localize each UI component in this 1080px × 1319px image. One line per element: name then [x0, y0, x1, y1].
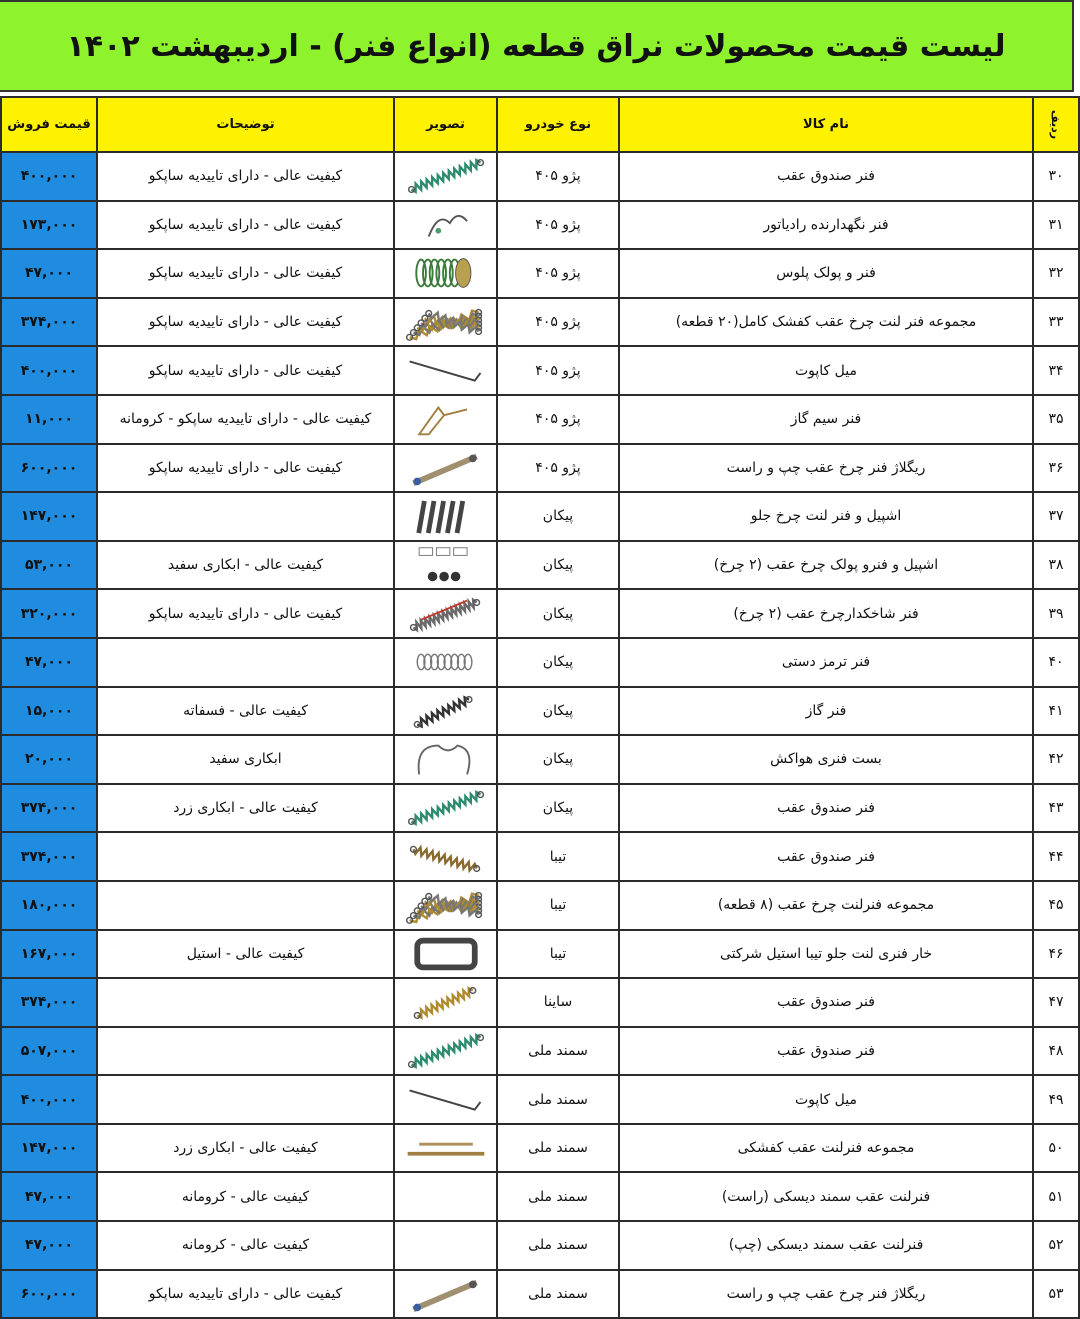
table-row: [1, 978, 1079, 1027]
product-image: [394, 1027, 497, 1076]
product-image: [394, 784, 497, 833]
price: ۶۰۰,۰۰۰: [1, 444, 97, 493]
product-name: فنر صندوق عقب: [619, 978, 1033, 1027]
price: ۶۰۰,۰۰۰: [1, 1270, 97, 1319]
row-number: ۵۳: [1033, 1270, 1079, 1319]
description: کیفیت عالی - فسفاته: [97, 687, 394, 736]
row-number: ۳۷: [1033, 492, 1079, 541]
product-image: [394, 638, 497, 687]
product-name: فنر صندوق عقب: [619, 832, 1033, 881]
table-row: [1, 1172, 1079, 1221]
product-image: [394, 832, 497, 881]
description: کیفیت عالی - دارای تاییدیه ساپکو: [97, 249, 394, 298]
table-row: [1, 589, 1079, 638]
row-number: ۴۷: [1033, 978, 1079, 1027]
table-row: [1, 638, 1079, 687]
table-row: [1, 687, 1079, 736]
description: کیفیت عالی - دارای تاییدیه ساپکو - کرومانه: [97, 395, 394, 444]
empty-image-icon: [398, 1222, 494, 1268]
car-type: پژو ۴۰۵: [497, 298, 619, 347]
description: ابکاری سفید: [97, 735, 394, 784]
product-image: [394, 541, 497, 590]
row-number: ۵۲: [1033, 1221, 1079, 1270]
product-name: مجموعه فنرلنت عقب کفشکی: [619, 1124, 1033, 1173]
row-number: ۳۴: [1033, 346, 1079, 395]
product-image: [394, 978, 497, 1027]
empty-image-icon: [398, 1174, 494, 1220]
car-type: سمند ملی: [497, 1075, 619, 1124]
product-name: میل کاپوت: [619, 1075, 1033, 1124]
product-image: [394, 589, 497, 638]
description: کیفیت عالی - ابکاری زرد: [97, 784, 394, 833]
product-name: مجموعه فنرلنت چرخ عقب (۸ قطعه): [619, 881, 1033, 930]
product-name: فنر گاز: [619, 687, 1033, 736]
product-name: ریگلاژ فنر چرخ عقب چپ و راست: [619, 444, 1033, 493]
price: ۱۴۷,۰۰۰: [1, 1124, 97, 1173]
radiator-clip-icon: [398, 202, 494, 248]
price: ۵۰۷,۰۰۰: [1, 1027, 97, 1076]
table-body: [1, 152, 1079, 1318]
car-type: پژو ۴۰۵: [497, 346, 619, 395]
description: کیفیت عالی - دارای تاییدیه ساپکو: [97, 589, 394, 638]
row-number: ۴۲: [1033, 735, 1079, 784]
description: [97, 1027, 394, 1076]
price: ۴۰۰,۰۰۰: [1, 1075, 97, 1124]
car-type: پیکان: [497, 784, 619, 833]
brown-spring-icon: [398, 834, 494, 880]
product-image: [394, 395, 497, 444]
description: کیفیت عالی - کرومانه: [97, 1172, 394, 1221]
car-type: پژو ۴۰۵: [497, 152, 619, 201]
car-type: سمند ملی: [497, 1221, 619, 1270]
table-row: [1, 832, 1079, 881]
header-price: قیمت فروش: [1, 97, 97, 152]
table-row: [1, 201, 1079, 250]
product-image: [394, 1124, 497, 1173]
description: کیفیت عالی - کرومانه: [97, 1221, 394, 1270]
coil-spring-icon: [398, 639, 494, 685]
car-type: پیکان: [497, 735, 619, 784]
price: ۴۷,۰۰۰: [1, 249, 97, 298]
row-number: ۴۶: [1033, 930, 1079, 979]
header-product-name: نام کالا: [619, 97, 1033, 152]
product-image: [394, 881, 497, 930]
extension-spring-icon: [398, 153, 494, 199]
price: ۳۷۴,۰۰۰: [1, 298, 97, 347]
price: ۱۶۷,۰۰۰: [1, 930, 97, 979]
car-type: پیکان: [497, 541, 619, 590]
product-image: [394, 201, 497, 250]
row-number: ۳۵: [1033, 395, 1079, 444]
product-name: فنر صندوق عقب: [619, 784, 1033, 833]
product-name: بست فنری هواکش: [619, 735, 1033, 784]
car-type: پژو ۴۰۵: [497, 444, 619, 493]
coil-washer-icon: [398, 250, 494, 296]
description: [97, 492, 394, 541]
table-row: [1, 784, 1079, 833]
product-name: فنر شاخکدارچرخ عقب (۲ چرخ): [619, 589, 1033, 638]
row-number: ۴۹: [1033, 1075, 1079, 1124]
product-name: فنرلنت عقب سمند دیسکی (چپ): [619, 1221, 1033, 1270]
description: [97, 978, 394, 1027]
spring-clamp-icon: [398, 736, 494, 782]
car-type: سمند ملی: [497, 1124, 619, 1173]
product-name: ریگلاژ فنر چرخ عقب چپ و راست: [619, 1270, 1033, 1319]
gold-spring-icon: [398, 979, 494, 1025]
price: ۴۷,۰۰۰: [1, 638, 97, 687]
row-number: ۳۳: [1033, 298, 1079, 347]
price: ۱۱,۰۰۰: [1, 395, 97, 444]
row-number: ۵۱: [1033, 1172, 1079, 1221]
pin-washer-set-icon: [398, 542, 494, 588]
table-row: [1, 249, 1079, 298]
table-row: [1, 1027, 1079, 1076]
description: کیفیت عالی - دارای تاییدیه ساپکو: [97, 346, 394, 395]
table-row: [1, 152, 1079, 201]
table-row: [1, 1075, 1079, 1124]
price: ۴۷,۰۰۰: [1, 1221, 97, 1270]
row-number: ۴۳: [1033, 784, 1079, 833]
product-image: [394, 346, 497, 395]
product-name: فنر صندوق عقب: [619, 152, 1033, 201]
title-bar: [0, 0, 1074, 92]
price: ۱۴۷,۰۰۰: [1, 492, 97, 541]
price: ۳۷۴,۰۰۰: [1, 978, 97, 1027]
spring-kit-icon: [398, 882, 494, 928]
product-name: فنر نگهدارنده رادیاتور: [619, 201, 1033, 250]
price: ۳۷۴,۰۰۰: [1, 832, 97, 881]
car-type: سمند ملی: [497, 1172, 619, 1221]
product-name: فنر سیم گاز: [619, 395, 1033, 444]
page-title: لیست قیمت محصولات نراق قطعه (انواع فنر) - اردیبهشت ۱۴۰۲: [66, 28, 1006, 64]
product-name: فنر ترمز دستی: [619, 638, 1033, 687]
table-row: [1, 395, 1079, 444]
table-row: [1, 930, 1079, 979]
product-image: [394, 930, 497, 979]
row-number: ۴۰: [1033, 638, 1079, 687]
car-type: تیبا: [497, 930, 619, 979]
product-image: [394, 249, 497, 298]
car-type: تیبا: [497, 832, 619, 881]
row-number: ۴۱: [1033, 687, 1079, 736]
header-row: [1, 97, 1079, 152]
hood-rod-icon: [398, 1077, 494, 1123]
row-number: ۳۰: [1033, 152, 1079, 201]
extension-spring-icon: [398, 1028, 494, 1074]
clip-set-icon: [398, 493, 494, 539]
price: ۲۰,۰۰۰: [1, 735, 97, 784]
row-number: ۴۸: [1033, 1027, 1079, 1076]
product-image: [394, 1075, 497, 1124]
car-type: سمند ملی: [497, 1270, 619, 1319]
price: ۳۲۰,۰۰۰: [1, 589, 97, 638]
table-row: [1, 1221, 1079, 1270]
row-number: ۳۲: [1033, 249, 1079, 298]
extension-spring-icon: [398, 785, 494, 831]
product-image: [394, 687, 497, 736]
product-name: میل کاپوت: [619, 346, 1033, 395]
product-image: [394, 298, 497, 347]
steel-clip-icon: [398, 931, 494, 977]
adjuster-icon: [398, 445, 494, 491]
row-number: ۳۹: [1033, 589, 1079, 638]
product-name: خار فنری لنت جلو تیبا استیل شرکتی: [619, 930, 1033, 979]
price: ۱۷۳,۰۰۰: [1, 201, 97, 250]
row-number: ۳۸: [1033, 541, 1079, 590]
car-type: پیکان: [497, 638, 619, 687]
description: کیفیت عالی - دارای تاییدیه ساپکو: [97, 201, 394, 250]
shoe-spring-set-icon: [398, 1125, 494, 1171]
row-number: ۴۵: [1033, 881, 1079, 930]
product-name: مجموعه فنر لنت چرخ عقب کفشک کامل(۲۰ قطعه): [619, 298, 1033, 347]
product-image: [394, 152, 497, 201]
price: ۱۸۰,۰۰۰: [1, 881, 97, 930]
table-row: [1, 492, 1079, 541]
price: ۵۳,۰۰۰: [1, 541, 97, 590]
hood-rod-icon: [398, 348, 494, 394]
header-row-number: ردیف: [1033, 97, 1079, 152]
table-row: [1, 541, 1079, 590]
price: ۴۰۰,۰۰۰: [1, 152, 97, 201]
product-image: [394, 1172, 497, 1221]
description: [97, 638, 394, 687]
price-table: [0, 96, 1080, 1319]
adjuster-icon: [398, 1271, 494, 1317]
table-row: [1, 735, 1079, 784]
hooked-spring-icon: [398, 591, 494, 637]
header-image: تصویر: [394, 97, 497, 152]
product-name: فنر و پولک پلوس: [619, 249, 1033, 298]
product-image: [394, 444, 497, 493]
car-type: پیکان: [497, 589, 619, 638]
description: [97, 832, 394, 881]
wire-spring-icon: [398, 396, 494, 442]
description: کیفیت عالی - استیل: [97, 930, 394, 979]
row-number: ۵۰: [1033, 1124, 1079, 1173]
product-image: [394, 1221, 497, 1270]
price: ۴۰۰,۰۰۰: [1, 346, 97, 395]
description: کیفیت عالی - دارای تاییدیه ساپکو: [97, 152, 394, 201]
car-type: پیکان: [497, 492, 619, 541]
product-name: اشپیل و فنر لنت چرخ جلو: [619, 492, 1033, 541]
header-car-type: نوع خودرو: [497, 97, 619, 152]
table-row: [1, 1124, 1079, 1173]
row-number: ۴۴: [1033, 832, 1079, 881]
car-type: ساینا: [497, 978, 619, 1027]
product-name: اشپیل و فنرو پولک چرخ عقب (۲ چرخ): [619, 541, 1033, 590]
car-type: پژو ۴۰۵: [497, 249, 619, 298]
price: ۳۷۴,۰۰۰: [1, 784, 97, 833]
table-row: [1, 298, 1079, 347]
price: ۱۵,۰۰۰: [1, 687, 97, 736]
description: کیفیت عالی - ابکاری سفید: [97, 541, 394, 590]
header-description: توضیحات: [97, 97, 394, 152]
row-number: ۳۶: [1033, 444, 1079, 493]
spring-kit-icon: [398, 299, 494, 345]
product-name: فنر صندوق عقب: [619, 1027, 1033, 1076]
table-row: [1, 346, 1079, 395]
car-type: تیبا: [497, 881, 619, 930]
car-type: سمند ملی: [497, 1027, 619, 1076]
description: کیفیت عالی - دارای تاییدیه ساپکو: [97, 298, 394, 347]
row-number: ۳۱: [1033, 201, 1079, 250]
table-row: [1, 444, 1079, 493]
product-image: [394, 735, 497, 784]
car-type: پیکان: [497, 687, 619, 736]
table-row: [1, 881, 1079, 930]
description: کیفیت عالی - ابکاری زرد: [97, 1124, 394, 1173]
description: [97, 881, 394, 930]
description: کیفیت عالی - دارای تاییدیه ساپکو: [97, 1270, 394, 1319]
product-image: [394, 492, 497, 541]
car-type: پژو ۴۰۵: [497, 395, 619, 444]
price: ۴۷,۰۰۰: [1, 1172, 97, 1221]
product-name: فنرلنت عقب سمند دیسکی (راست): [619, 1172, 1033, 1221]
description: [97, 1075, 394, 1124]
description: کیفیت عالی - دارای تاییدیه ساپکو: [97, 444, 394, 493]
car-type: پژو ۴۰۵: [497, 201, 619, 250]
dark-spring-icon: [398, 688, 494, 734]
